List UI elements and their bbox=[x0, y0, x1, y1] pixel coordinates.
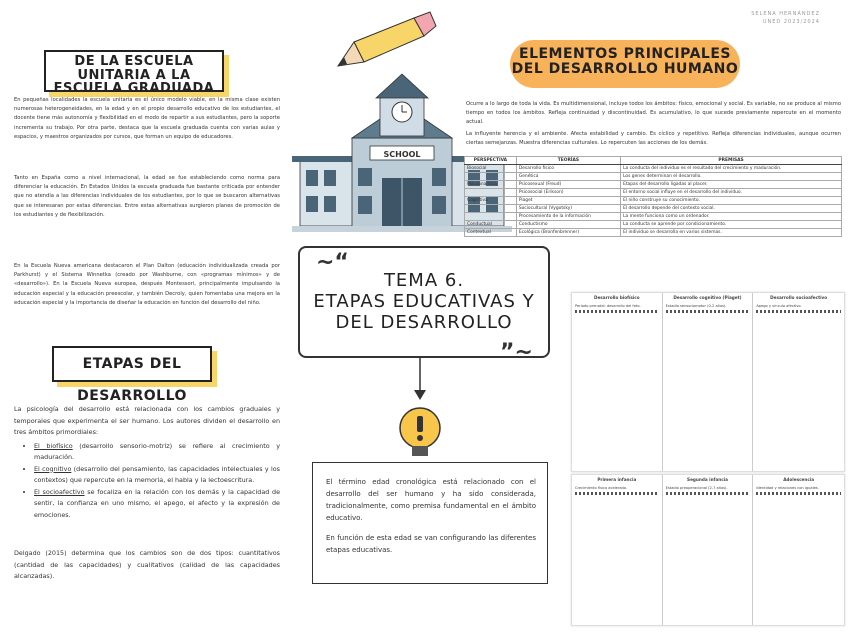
table-cell bbox=[465, 213, 517, 221]
table-cell: Ecológica (Bronfenbrenner) bbox=[516, 229, 620, 237]
table-header: PREMISAS bbox=[621, 157, 842, 165]
doc1-column: Desarrollo socioafectivo Apego y vínculo afectivo. bbox=[753, 293, 844, 471]
table-row bbox=[465, 189, 842, 197]
lightbulb-icon bbox=[400, 408, 440, 456]
author-name: SELENA HERNÁNDEZ bbox=[751, 11, 820, 17]
open-quote-icon: ~“ bbox=[316, 250, 349, 275]
table-cell: El niño construye su conocimiento. bbox=[621, 197, 842, 205]
title-etapas-desarrollo: ETAPAS DEL DESARROLLO bbox=[52, 346, 212, 382]
table-row bbox=[465, 197, 842, 205]
table-cell: Contextual bbox=[465, 229, 517, 237]
tema-line-3: DEL DESARROLLO bbox=[335, 312, 513, 333]
school-sign: SCHOOL bbox=[383, 150, 421, 159]
doc2-column: Adolescencia Identidad y relaciones con iguales. bbox=[753, 475, 844, 625]
ambitos-list bbox=[14, 441, 280, 522]
doc1-column: Desarrollo biofísico Periodo prenatal: desarrollo del feto. bbox=[572, 293, 663, 471]
table-row bbox=[465, 181, 842, 189]
table-cell: Conductual bbox=[465, 221, 517, 229]
table-cell: Psicosocial (Erikson) bbox=[516, 189, 620, 197]
paragraph-elementos-1: Ocurre a lo largo de toda la vida. Es multidimensional, incluye todos los ámbitos: físico, emocional y social. Es variable, no se produce al mismo tiempo en todos los ámbitos. Refleja continuidad y discontinuidad. Es acumulativo, lo que sucede previamente repercute en el momento actual. bbox=[466, 101, 841, 126]
list-item: • El cognitivo (desarrollo del pensamiento, las capacidades intelectuales y los contextos) que repercute en la memoria, el habla y la lectoescritura. bbox=[34, 464, 280, 487]
table-header: TEORÍAS bbox=[516, 157, 620, 165]
close-quote-icon: ”~ bbox=[500, 340, 533, 365]
center-info-text bbox=[326, 476, 536, 556]
table-cell: La conducta se aprende por condicionamiento. bbox=[621, 221, 842, 229]
table-cell: Biosocial bbox=[465, 165, 517, 173]
table-row bbox=[465, 205, 842, 213]
table-cell: Procesamiento de la información bbox=[516, 213, 620, 221]
pencil-icon bbox=[338, 12, 436, 66]
table-cell: El entorno social influye en el desarrollo del individuo. bbox=[621, 189, 842, 197]
table-row bbox=[465, 213, 842, 221]
paragraph-delgado: Delgado (2015) determina que los cambios son de dos tipos: cuantitativos (cantidad de las capacidades) y cualitativos (calidad de las capacidades alcanzadas). bbox=[14, 549, 280, 580]
author-info bbox=[700, 10, 820, 26]
document-thumbnail-1 bbox=[571, 292, 845, 472]
table-cell bbox=[465, 173, 517, 181]
doc1-column: Desarrollo cognitivo (Piaget) Estadio sensoriomotor (0-2 años). bbox=[663, 293, 754, 471]
paragraph-escuela-2: Tanto en España como a nivel internacional, la edad se fue estableciendo como norma para diferenciar la educación. En Estados Unidos la escuela graduada fue bastante criticada por entender que no atendía a las diferencias individuales de los estudiantes, por lo que se buscaron alternativas que se interesaran por estas diferencias. Entre estas alternativas surgieron planes de promoción de los estudiantes y de flexibilización. bbox=[14, 175, 280, 218]
table-cell: Sociocultural (Vygotsky) bbox=[516, 205, 620, 213]
table-cell: Genética bbox=[516, 173, 620, 181]
table-cell bbox=[465, 189, 517, 197]
etapas-intro: La psicología del desarrollo está relacionada con los cambios graduales y temporales que experimenta el ser humano. Los autores dividen el desarrollo en tres ámbitos primordiales: bbox=[14, 405, 280, 436]
lightbulb-illustration bbox=[380, 356, 460, 466]
paragraph-escuela-1: En pequeñas localidades la escuela unitaria es el único modelo viable, en la misma clase existen numerosas heterogeneidades, en la edad y en el propio desarrollo educativo de los estudiantes, el docente tiene más autonomía y flexibilidad en el modo de repartir a sus estudiantes, pero la soporte incrementa su trabajo. Por otra parte, destaca que la escuela graduada cuenta con varias aulas y espacios, y maestros organizados por cursos, que forman un equipo de educadores. bbox=[14, 97, 280, 140]
table-cell: El individuo se desarrolla en varios sistemas. bbox=[621, 229, 842, 237]
title-elementos: ELEMENTOS PRINCIPALES DEL DESARROLLO HUMANO bbox=[510, 40, 740, 88]
table-cell: La mente funciona como un ordenador. bbox=[621, 213, 842, 221]
paragraph-elementos-2: La influyente herencia y el ambiente. Afecta estabilidad y cambio. Es cíclico y repetitivo. Refleja diferencias individuales, aunque ocurren ciertas semejanzas. Muestra diferencias culturales. Lo repercuten las acciones de los demás. bbox=[466, 131, 841, 147]
title-escuela-unitaria: DE LA ESCUELA UNITARIA A LA ESCUELA GRADUADA bbox=[44, 50, 224, 92]
table-cell: Etapas del desarrollo ligadas al placer. bbox=[621, 181, 842, 189]
tema-line-1: TEMA 6. bbox=[383, 270, 465, 291]
document-thumbnail-2 bbox=[571, 474, 845, 626]
doc2-column: Segunda infancia Estadio preoperacional (2-7 años). bbox=[663, 475, 754, 625]
tema-line-2: ETAPAS EDUCATIVAS Y bbox=[313, 291, 535, 312]
table-cell: Psicosexual (Freud) bbox=[516, 181, 620, 189]
table-cell: Los genes determinan el desarrollo. bbox=[621, 173, 842, 181]
table-cell: El desarrollo depende del contexto social. bbox=[621, 205, 842, 213]
list-item: • El socioafectivo se focaliza en la relación con los demás y la capacidad de sentir, la confianza en uno mismo, el apego, el afecto y la expresión de emociones. bbox=[34, 487, 280, 522]
table-row bbox=[465, 173, 842, 181]
table-row bbox=[465, 221, 842, 229]
table-cell: Conductismo bbox=[516, 221, 620, 229]
paragraph-etapas bbox=[14, 404, 280, 523]
table-cell: Cognitiva bbox=[465, 197, 517, 205]
doc2-column: Primera infancia Crecimiento físico acelerado. bbox=[572, 475, 663, 625]
table-cell: Psicoanalítica bbox=[465, 181, 517, 189]
author-course: UNED 2023/2024 bbox=[762, 19, 820, 25]
perspectivas-table bbox=[464, 156, 842, 284]
paragraph-escuela-3: En la Escuela Nueva americana destacaron el Plan Dalton (educación individualizada creada por Parkhurst) y el Sistema Winnetka (creado por Washburne, con «programas mínimos» y de «desarrollo»). En la Escuela Nueva europea, después Montessori, principalmente impulsando la educación especial y la educación preescolar, y también Decroly, quien fomentaba una mejora en la educación especial y la importancia de diseñar la educación en función del desarrollo del niño. bbox=[14, 263, 280, 306]
table-row bbox=[465, 165, 842, 173]
table-cell: Piaget bbox=[516, 197, 620, 205]
list-item: • El biofísico (desarrollo sensorio-motriz) se refiere al crecimiento y maduración. bbox=[34, 441, 280, 464]
table-cell: Desarrollo físico bbox=[516, 165, 620, 173]
center-paragraph-1: El término edad cronológica está relacionado con el desarrollo del ser humano y ha sido considerada, tradicionalmente, como premisa fundamental en el ámbito educativo. bbox=[326, 478, 536, 522]
table-cell bbox=[465, 205, 517, 213]
center-paragraph-2: En función de esta edad se van configurando las diferentes etapas educativas. bbox=[326, 534, 536, 554]
table-header: PERSPECTIVA bbox=[465, 157, 517, 165]
table-row bbox=[465, 229, 842, 237]
table-cell: La conducta del individuo es el resultado del crecimiento y maduración. bbox=[621, 165, 842, 173]
